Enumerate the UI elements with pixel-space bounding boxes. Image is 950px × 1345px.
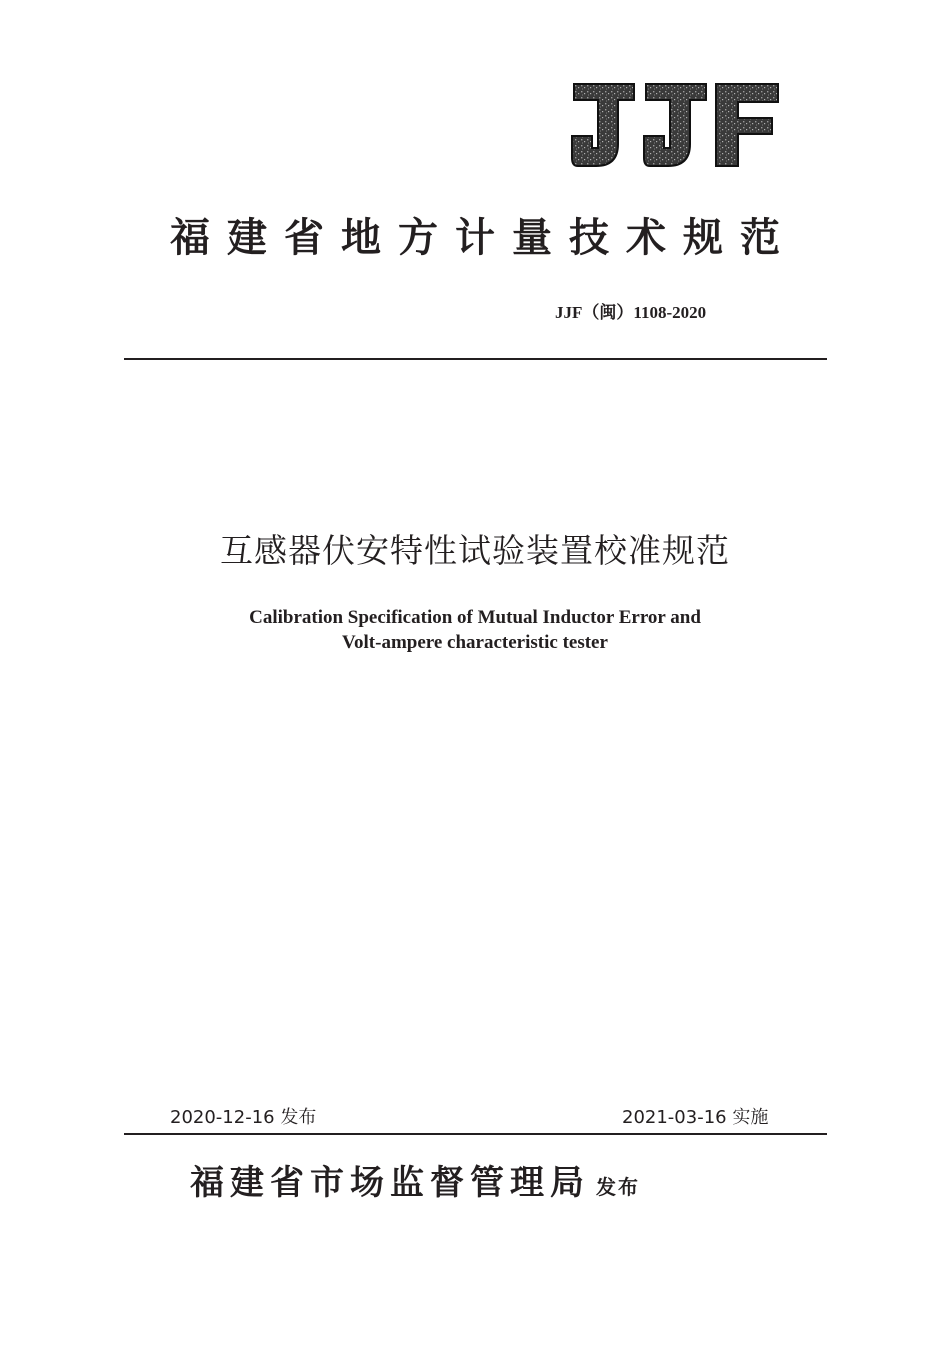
issuing-authority — [190, 1158, 640, 1212]
english-title-line-1: Calibration Specification of Mutual Inductor Error and — [249, 607, 701, 628]
english-title-line-2: Volt-ampere characteristic tester — [342, 632, 608, 653]
document-title-chinese: 互感器伏安特性试验装置校准规范 — [220, 531, 730, 570]
document-title-english — [0, 605, 950, 655]
issuer-name: 福建省市场监督管理局 — [190, 1163, 590, 1203]
jjf-logo — [568, 78, 784, 170]
issue-date: 2020-12-16 发布 — [170, 1107, 317, 1128]
issuer-suffix: 发布 — [596, 1175, 640, 1199]
series-title: 福建省地方计量技术规范 — [170, 214, 797, 261]
top-divider — [124, 358, 827, 360]
standard-number: JJF（闽）1108-2020 — [555, 303, 707, 322]
implementation-date: 2021-03-16 实施 — [622, 1107, 769, 1128]
bottom-divider — [124, 1133, 827, 1135]
